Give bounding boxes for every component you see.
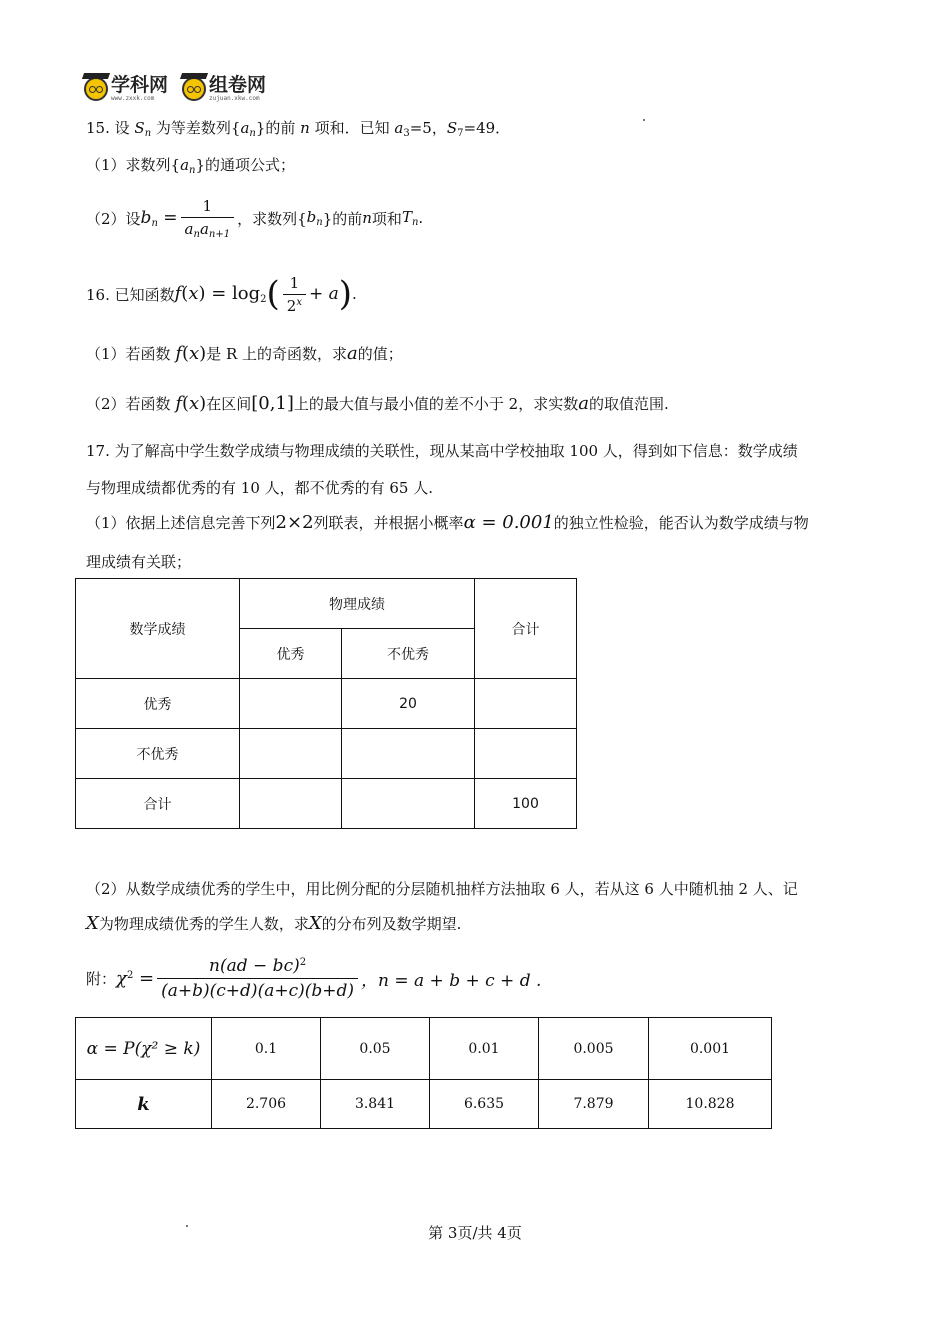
cell: 0.005 bbox=[539, 1018, 649, 1080]
text: 上的最大值与最小值的差不小于 2，求实数 bbox=[293, 395, 579, 413]
cell: 0.001 bbox=[649, 1018, 772, 1080]
col-excellent: 优秀 bbox=[240, 629, 342, 679]
q17-line1: 17. 为了解高中学生数学成绩与物理成绩的关联性，现从某高中学校抽取 100 人，得到如下信息：数学成绩 bbox=[86, 442, 798, 460]
logo-url: zujuan.xkw.com bbox=[209, 95, 260, 102]
student-face-icon bbox=[84, 77, 108, 101]
cell bbox=[240, 779, 342, 829]
text: }的前 bbox=[255, 119, 301, 137]
fraction: $\frac{n(ad - bc)^2}{(a+b)(c+d)(a+c)(b+d)}$ bbox=[157, 956, 358, 1001]
q16-stem: 16. 已知函数 $f(x) = \log_2$ ( $\frac{1}{2^x}$ + a ) . bbox=[86, 273, 357, 315]
text: (a+b)(c+d)(a+c)(b+d) bbox=[161, 980, 355, 1001]
table-row bbox=[76, 729, 577, 779]
row-header: 数学成绩 bbox=[76, 579, 240, 679]
text: 列联表，并根据小概率 bbox=[313, 514, 464, 532]
q17-part2-line1: （2）从数学成绩优秀的学生中，用比例分配的分层随机抽样方法抽取 6 人，若从这 6 人中随机抽 2 人、记 bbox=[86, 880, 798, 898]
q17-part1 bbox=[86, 512, 809, 533]
k-header bbox=[76, 1080, 212, 1129]
text: 15. 设 bbox=[86, 119, 135, 137]
text: （2）若函数 bbox=[86, 395, 176, 413]
xuekewang-logo bbox=[84, 76, 168, 102]
q15-stem: 15. 设 $S_n$ 为等差数列$\{a_n\}$的前 n 项和．已知 $a_3=5$，$S_7=49$． bbox=[86, 119, 511, 139]
text: =5， bbox=[409, 119, 447, 137]
cell: 0.01 bbox=[430, 1018, 539, 1080]
cell: 20 bbox=[342, 679, 475, 729]
text: k bbox=[137, 1093, 150, 1115]
contingency-table bbox=[75, 578, 577, 829]
text: （2）设 bbox=[86, 209, 141, 228]
text: 的值； bbox=[357, 345, 403, 363]
table-row bbox=[76, 679, 577, 729]
text: α = 0.001 bbox=[463, 512, 554, 533]
text: α = P(χ² ≥ k) bbox=[86, 1038, 201, 1059]
page-footer: 第 3页/共 4页 bbox=[428, 1224, 522, 1242]
q17-part2-line2: X为物理成绩优秀的学生人数，求X的分布列及数学期望. bbox=[86, 913, 462, 934]
text: （1）若函数 bbox=[86, 345, 176, 363]
text: （1）依据上述信息完善下列 bbox=[86, 514, 276, 532]
q15-part2: （2）设 $b_n$ = $\frac{1}{a_na_{n+1}}$ ，求数列{ $b_n$ }的前 n 项和 $T_n$ . bbox=[86, 196, 424, 240]
logo-title: 组卷网 bbox=[209, 74, 267, 96]
text: 2×2 bbox=[275, 512, 314, 533]
header-logos bbox=[84, 72, 266, 106]
cell: 2.706 bbox=[212, 1080, 321, 1129]
chi-square-formula: 附： $\chi^2$ = $\frac{n(ad - bc)^2}{(a+b)(c+d)(a+c)(b+d)}$ ，n = a + b + c + d . bbox=[86, 955, 542, 1001]
text: 为物理成绩优秀的学生人数，求 bbox=[98, 915, 309, 933]
col-not-excellent: 不优秀 bbox=[342, 629, 475, 679]
cell: 6.635 bbox=[430, 1080, 539, 1129]
row-label: 优秀 bbox=[76, 679, 240, 729]
text: 为等差数列{ bbox=[151, 119, 241, 137]
text: 的独立性检验，能否认为数学成绩与物 bbox=[553, 514, 809, 532]
text: n(ad − bc) bbox=[209, 955, 300, 976]
text: 在区间 bbox=[206, 395, 252, 413]
q16-part2: （2）若函数 f(x)在区间[0,1]上的最大值与最小值的差不小于 2，求实数a的取值范围. bbox=[86, 393, 669, 414]
text: 项和．已知 bbox=[309, 119, 395, 137]
q17-line2: 与物理成绩都优秀的有 10 人，都不优秀的有 65 人. bbox=[86, 479, 434, 497]
cell bbox=[240, 679, 342, 729]
cell bbox=[342, 729, 475, 779]
row-label: 不优秀 bbox=[76, 729, 240, 779]
cell: 7.879 bbox=[539, 1080, 649, 1129]
cell bbox=[475, 729, 577, 779]
text: （1）求数列{ bbox=[86, 156, 181, 174]
table-row bbox=[76, 1080, 772, 1129]
alpha-header bbox=[76, 1018, 212, 1080]
text: }的通项公式； bbox=[195, 156, 296, 174]
logo-title: 学科网 bbox=[111, 74, 169, 96]
cell: 0.05 bbox=[321, 1018, 430, 1080]
q15-part1: （1）求数列$\{a_n\}$的通项公式； bbox=[86, 156, 296, 176]
cell: 100 bbox=[475, 779, 577, 829]
text: 项和 bbox=[371, 209, 402, 228]
q16-part1: （1）若函数 f(x)是 R 上的奇函数，求a的值； bbox=[86, 343, 403, 364]
scan-dot bbox=[643, 119, 645, 121]
text: n bbox=[362, 209, 372, 227]
table-row bbox=[76, 779, 577, 829]
text: n bbox=[300, 119, 310, 137]
text: ，求数列{ bbox=[237, 209, 307, 228]
cell bbox=[342, 779, 475, 829]
text: [0,1] bbox=[251, 393, 294, 414]
text: 附： bbox=[86, 969, 117, 988]
cell: 0.1 bbox=[212, 1018, 321, 1080]
text: 是 R 上的奇函数，求 bbox=[206, 345, 348, 363]
zujuanwang-logo bbox=[182, 76, 266, 102]
text: ，n = a + b + c + d . bbox=[361, 970, 542, 991]
col-total: 合计 bbox=[475, 579, 577, 679]
logo-url: www.zxxk.com bbox=[111, 95, 155, 102]
text: 的分布列及数学期望. bbox=[321, 915, 462, 933]
chi-square-table bbox=[75, 1017, 772, 1129]
fraction: $\frac{1}{a_na_{n+1}}$ bbox=[181, 197, 235, 240]
col-group: 物理成绩 bbox=[240, 579, 475, 629]
text: 16. 已知函数 bbox=[86, 285, 175, 304]
cell: 3.841 bbox=[321, 1080, 430, 1129]
text: =49． bbox=[463, 119, 511, 137]
text: }的前 bbox=[322, 209, 363, 228]
student-face-icon bbox=[182, 77, 206, 101]
cell bbox=[240, 729, 342, 779]
q17-part1-line2: 理成绩有关联； bbox=[86, 553, 192, 571]
text: 的取值范围. bbox=[588, 395, 669, 413]
cell: 10.828 bbox=[649, 1080, 772, 1129]
cell bbox=[475, 679, 577, 729]
row-label: 合计 bbox=[76, 779, 240, 829]
fraction: $\frac{1}{2^x}$ bbox=[283, 274, 306, 315]
table-row bbox=[76, 1018, 772, 1080]
